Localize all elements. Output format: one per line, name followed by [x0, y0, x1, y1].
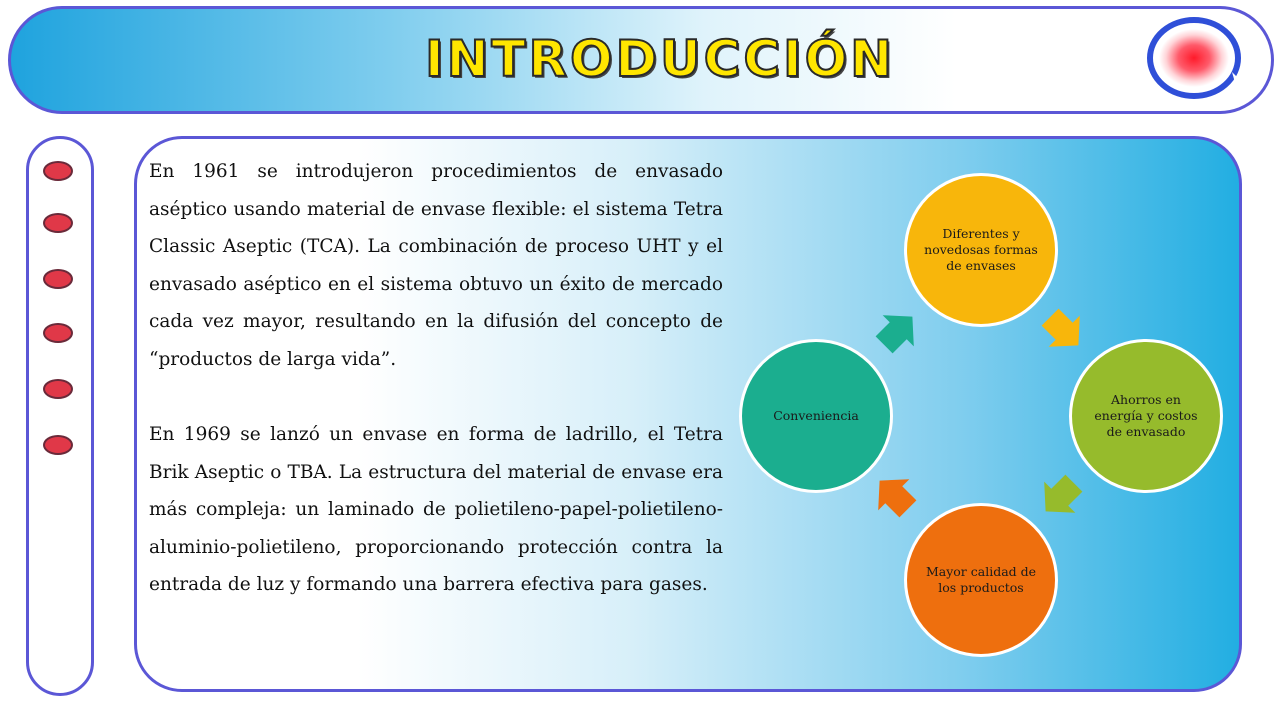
- rail-dot: [43, 269, 73, 289]
- rail-dot: [43, 323, 73, 343]
- cycle-node-formas-envases: [904, 173, 1058, 327]
- rail-dot: [43, 435, 73, 455]
- cycle-node-label: Ahorros en energía y costos de envasado: [1094, 392, 1198, 439]
- intro-paragraph-1961: En 1961 se introdujeron procedimientos de envasado aséptico usando material de envase flexible: el sistema Tetra Classic Aseptic (TCA). La combinación de proceso UHT y el envasado aséptico en el sistema obtuvo un éxito de mercado cada vez mayor, resultando en la difusión del concepto de “productos de larga vida”.: [149, 161, 723, 370]
- arrow-left-to-top-icon: [869, 301, 928, 360]
- target-logo-icon: [1146, 16, 1242, 100]
- cycle-node-ahorros: [1069, 339, 1223, 493]
- cycle-node-calidad: [904, 503, 1058, 657]
- side-rail: [26, 136, 94, 696]
- intro-paragraph-1969: En 1969 se lanzó un envase en forma de ladrillo, el Tetra Brik Aseptic o TBA. La estructura del material de envase era más compleja: un laminado de polietileno-papel-polietileno-aluminio-polietileno, proporcionando protección contra la entrada de luz y formando una barrera efectiva para gases.: [149, 424, 723, 596]
- rail-dot: [43, 213, 73, 233]
- slide-title: INTRODUCCIÓN: [424, 30, 895, 88]
- rail-dot: [43, 161, 73, 181]
- arrow-right-to-bottom-icon: [1030, 468, 1089, 527]
- cycle-node-conveniencia: [739, 339, 893, 493]
- cycle-node-label: Diferentes y novedosas formas de envases: [924, 226, 1038, 273]
- rail-dot: [43, 379, 73, 399]
- cycle-node-label: Conveniencia: [773, 408, 859, 423]
- cycle-node-label: Mayor calidad de los productos: [925, 564, 1037, 595]
- arrow-top-to-right-icon: [1035, 302, 1094, 361]
- arrow-bottom-to-left-icon: [864, 465, 923, 524]
